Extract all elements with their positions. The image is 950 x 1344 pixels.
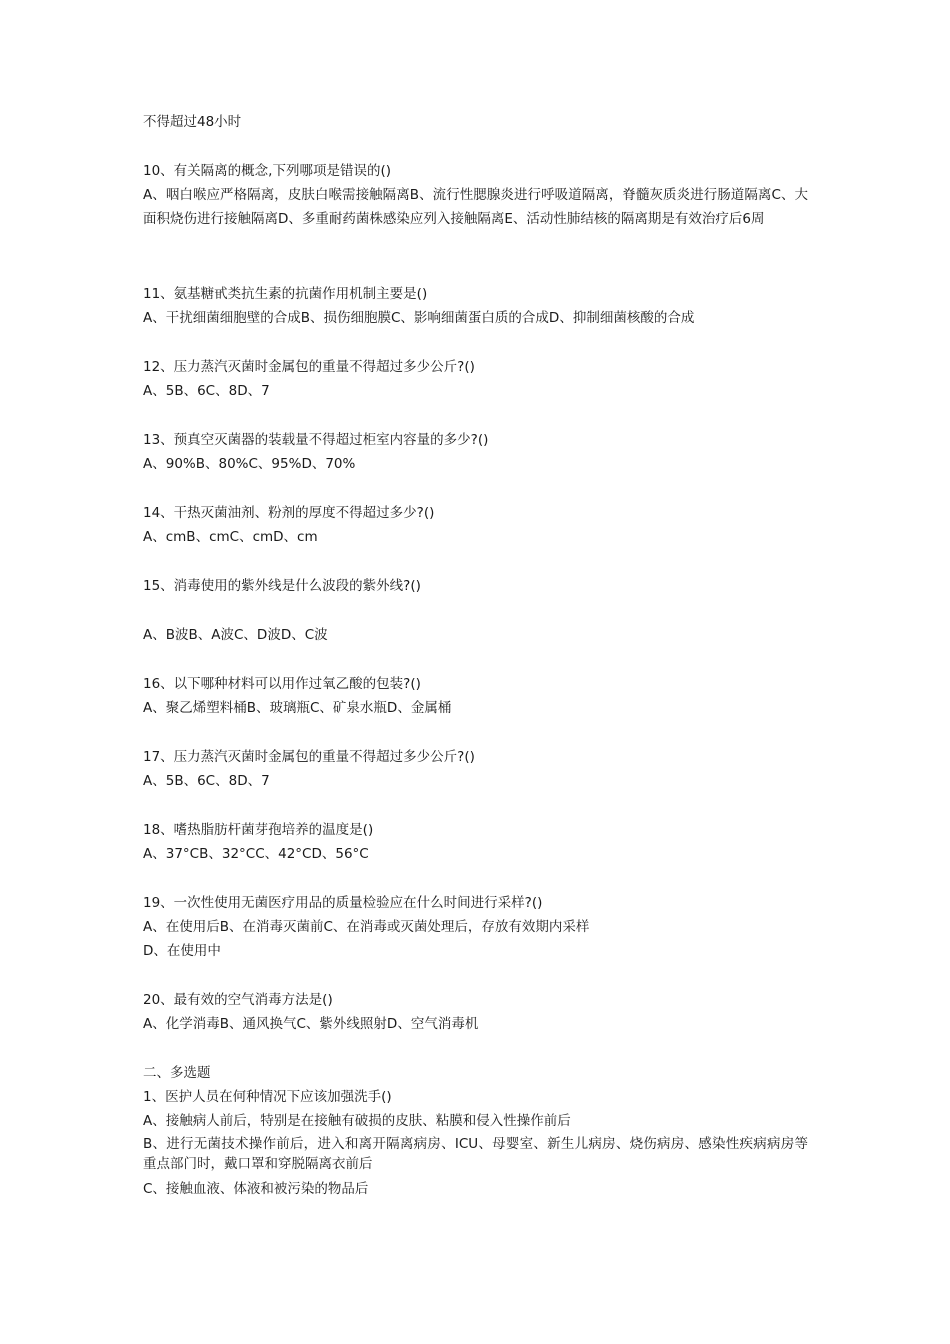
multi-question-1-option-b: B、进行无菌技术操作前后，进入和离开隔离病房、ICU、母婴室、新生儿病房、烧伤病房、感染性疾病病房等重点部门时，戴口罩和穿脱隔离衣前后 — [143, 1136, 808, 1172]
question-15-options: A、B波B、A波C、D波D、C波 — [143, 627, 328, 643]
question-16: 16、以下哪种材料可以用作过氧乙酸的包装?() — [143, 676, 421, 692]
multi-question-1-option-c: C、接触血液、体液和被污染的物品后 — [143, 1181, 369, 1197]
question-17: 17、压力蒸汽灭菌时金属包的重量不得超过多少公斤?() — [143, 749, 475, 765]
text-line: 不得超过48小时 — [143, 114, 242, 130]
question-11: 11、氨基糖甙类抗生素的抗菌作用机制主要是() — [143, 286, 428, 302]
question-17-options: A、5B、6C、8D、7 — [143, 773, 270, 789]
question-18-options: A、37°CB、32°CC、42°CD、56°C — [143, 846, 369, 862]
question-20-options: A、化学消毒B、通风换气C、紫外线照射D、空气消毒机 — [143, 1016, 479, 1032]
multi-question-1-option-a: A、接触病人前后，特别是在接触有破损的皮肤、粘膜和侵入性操作前后 — [143, 1113, 571, 1129]
question-19-options: A、在使用后B、在消毒灭菌前C、在消毒或灭菌处理后，存放有效期内采样 — [143, 919, 590, 935]
question-11-options: A、干扰细菌细胞壁的合成B、损伤细胞膜C、影响细菌蛋白质的合成D、抑制细菌核酸的合成 — [143, 310, 695, 326]
question-13: 13、预真空灭菌器的装载量不得超过柜室内容量的多少?() — [143, 432, 489, 448]
section-heading: 二、多选题 — [143, 1065, 211, 1081]
question-15: 15、消毒使用的紫外线是什么波段的紫外线?() — [143, 578, 421, 594]
question-13-options: A、90%B、80%C、95%D、70% — [143, 456, 356, 472]
question-10-options: A、咽白喉应严格隔离，皮肤白喉需接触隔离B、流行性腮腺炎进行呼吸道隔离，脊髓灰质炎进行肠道隔离C、大面积烧伤进行接触隔离D、多重耐药菌株感染应列入接触隔离E、活动性肺结核的隔离期是有效治疗后6周 — [143, 187, 808, 227]
question-20: 20、最有效的空气消毒方法是() — [143, 992, 333, 1008]
question-10: 10、有关隔离的概念,下列哪项是错误的() — [143, 163, 392, 179]
question-14-options: A、cmB、cmC、cmD、cm — [143, 529, 318, 545]
question-16-options: A、聚乙烯塑料桶B、玻璃瓶C、矿泉水瓶D、金属桶 — [143, 700, 452, 716]
multi-question-1: 1、医护人员在何种情况下应该加强洗手() — [143, 1089, 392, 1105]
question-19: 19、一次性使用无菌医疗用品的质量检验应在什么时间进行采样?() — [143, 895, 543, 911]
question-19-options-cont: D、在使用中 — [143, 943, 221, 959]
question-18: 18、嗜热脂肪杆菌芽孢培养的温度是() — [143, 822, 374, 838]
question-12-options: A、5B、6C、8D、7 — [143, 383, 270, 399]
question-12: 12、压力蒸汽灭菌时金属包的重量不得超过多少公斤?() — [143, 359, 475, 375]
question-14: 14、干热灭菌油剂、粉剂的厚度不得超过多少?() — [143, 505, 435, 521]
